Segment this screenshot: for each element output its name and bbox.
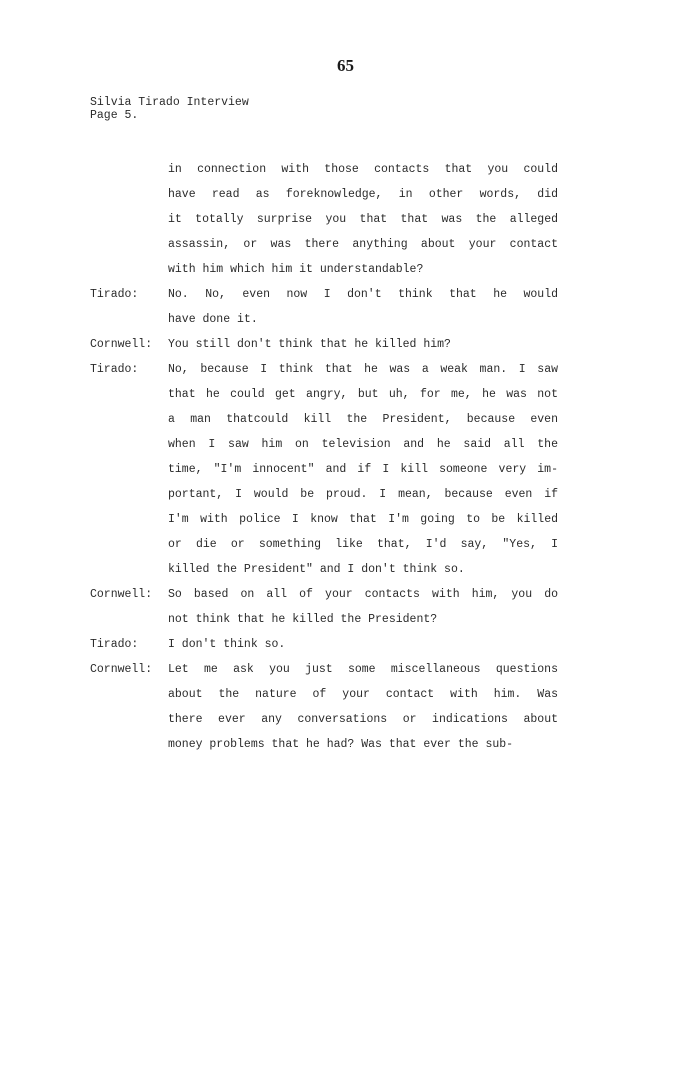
text-line: Let me ask you just some miscellaneous questions [168,663,558,676]
text-line: that he could get angry, but uh, for me, he was not [168,388,558,401]
text-line: assassin, or was there anything about your contact [168,238,558,251]
speech-text [168,657,558,757]
transcript-paragraph [90,282,650,332]
text-line: killed the President" and I don't think so. [168,563,465,576]
text-line: I don't think so. [168,638,286,651]
text-line: have read as foreknowledge, in other words, did [168,188,558,201]
speaker-label [90,157,168,282]
speaker-label: Cornwell: [90,588,153,601]
document-header [90,96,249,122]
transcript-paragraph [90,157,650,282]
speech-text [168,632,558,657]
text-line: You still don't think that he killed him? [168,338,451,351]
text-line: No. No, even now I don't think that he would [168,288,558,301]
speech-text [168,157,558,282]
interview-transcript [90,157,650,757]
text-line: when I saw him on television and he said all the [168,438,558,451]
text-line: a man thatcould kill the President, because even [168,413,558,426]
transcript-paragraph [90,632,650,657]
text-line: about the nature of your contact with him. Was [168,688,558,701]
text-line: there ever any conversations or indications about [168,713,558,726]
text-line: I'm with police I know that I'm going to be killed [168,513,558,526]
speech-text [168,332,558,357]
text-line: No, because I think that he was a weak man. I saw [168,363,558,376]
speaker-label: Tirado: [90,288,139,301]
text-line: in connection with those contacts that you could [168,163,558,176]
document-title: Silvia Tirado Interview [90,96,249,109]
text-line: So based on all of your contacts with him, you do [168,588,558,601]
text-line: or die or something like that, I'd say, "Yes, I [168,538,558,551]
text-line: money problems that he had? Was that ever the sub- [168,738,514,751]
page-label: Page 5. [90,109,139,122]
text-line: with him which him it understandable? [168,263,424,276]
text-line: portant, I would be proud. I mean, because even if [168,488,558,501]
transcript-paragraph [90,332,650,357]
text-line: not think that he killed the President? [168,613,438,626]
transcript-paragraph [90,657,650,757]
speaker-label: Tirado: [90,363,139,376]
text-line: have done it. [168,313,258,326]
speaker-label: Tirado: [90,638,139,651]
speaker-label: Cornwell: [90,338,153,351]
speech-text [168,582,558,632]
speech-text [168,282,558,332]
speaker-label: Cornwell: [90,663,153,676]
text-line: time, "I'm innocent" and if I kill someone very im- [168,463,558,476]
page-number: 65 [337,56,354,75]
speech-text [168,357,558,582]
text-line: it totally surprise you that that was the alleged [168,213,558,226]
transcript-paragraph [90,582,650,632]
transcript-paragraph [90,357,650,582]
